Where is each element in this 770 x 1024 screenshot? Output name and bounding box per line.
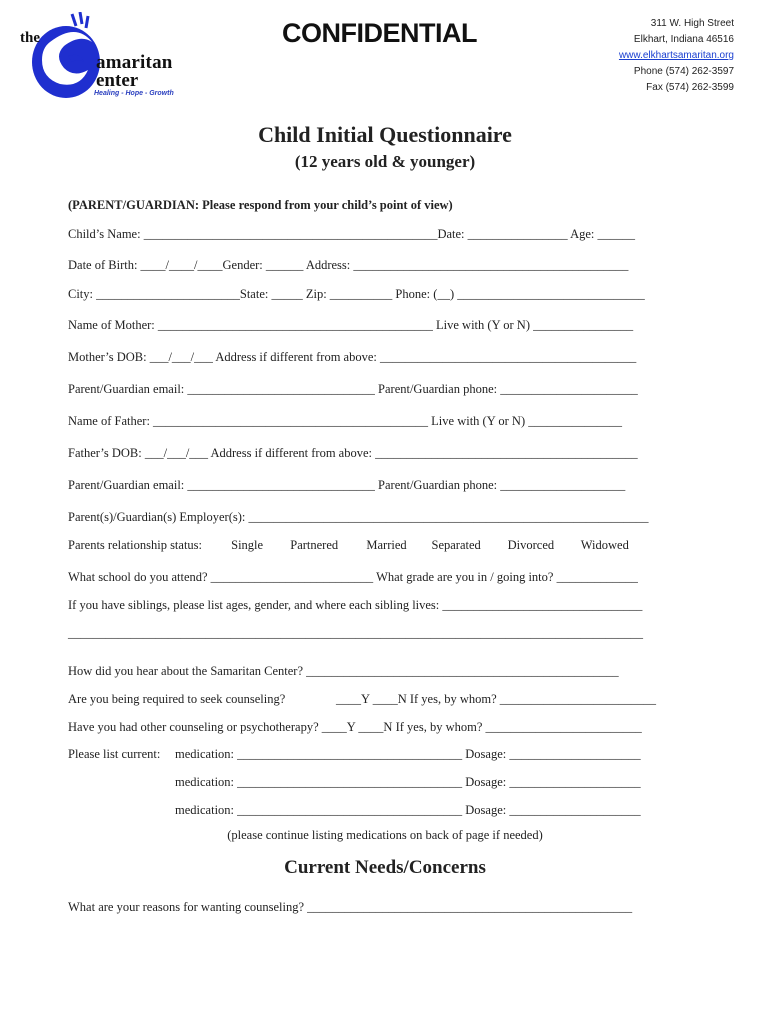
medication-row-1: [68, 747, 641, 762]
birth-gender-address-field[interactable]: Date of Birth: ____/____/____Gender: ______ Address: ____________________________________________: [68, 258, 629, 272]
reasons-field[interactable]: What are your reasons for wanting counseling? ____________________________________________________: [68, 900, 633, 914]
school-grade-field[interactable]: What school do you attend? __________________________ What grade are you in / going into? _____________: [68, 570, 638, 584]
logo-text-the: the: [20, 30, 40, 46]
contact-phone: Phone (574) 262-3597: [633, 66, 734, 77]
siblings-field[interactable]: If you have siblings, please list ages, gender, and where each sibling lives: ________________________________: [68, 598, 643, 612]
contact-fax: Fax (574) 262-3599: [646, 82, 734, 93]
contact-city: Elkhart, Indiana 46516: [633, 34, 734, 45]
guardian-email-phone-field-1[interactable]: Parent/Guardian email: ______________________________ Parent/Guardian phone: ______________________: [68, 382, 638, 396]
employers-field[interactable]: Parent(s)/Guardian(s) Employer(s): ________________________________________________________________: [68, 510, 649, 524]
guardian-email-phone-field-2[interactable]: Parent/Guardian email: ______________________________ Parent/Guardian phone: ____________________: [68, 478, 626, 492]
relationship-option-divorced[interactable]: Divorced: [507, 538, 555, 552]
website-link[interactable]: www.elkhartsamaritan.org: [618, 50, 734, 61]
samaritan-center-logo: [16, 12, 196, 104]
medication-field-3[interactable]: medication: ____________________________________ Dosage: _____________________: [175, 803, 641, 817]
instruction-text: (PARENT/GUARDIAN: Please respond from your child’s point of view): [68, 198, 453, 212]
relationship-option-married[interactable]: Married: [366, 538, 407, 552]
required-counseling-row: [68, 692, 656, 707]
city-state-zip-phone-field[interactable]: City: _______________________State: _____ Zip: __________ Phone: (__) ______________________________: [68, 287, 645, 301]
relationship-status-label: Parents relationship status:: [68, 538, 203, 552]
medication-field-2[interactable]: medication: ____________________________________ Dosage: _____________________: [175, 775, 641, 789]
relationship-option-single[interactable]: Single: [231, 538, 264, 552]
required-counseling-answer[interactable]: ____Y ____N If yes, by whom? _________________________: [336, 692, 657, 706]
father-name-field[interactable]: Name of Father: ____________________________________________ Live with (Y or N) _______________: [68, 414, 622, 428]
hear-about-field[interactable]: How did you hear about the Samaritan Center? __________________________________________________: [68, 664, 619, 678]
relationship-option-partnered[interactable]: Partnered: [290, 538, 339, 552]
logo-text-enter: enter: [96, 70, 139, 91]
logo-tagline: Healing - Hope - Growth: [94, 90, 174, 97]
contact-address: 311 W. High Street: [650, 18, 734, 29]
contact-block: [619, 16, 734, 96]
required-counseling-question: Are you being required to seek counseling?: [68, 692, 286, 706]
page-subtitle: (12 years old & younger): [294, 152, 476, 171]
relationship-option-separated[interactable]: Separated: [431, 538, 481, 552]
page-title: Child Initial Questionnaire: [258, 122, 512, 147]
father-dob-field[interactable]: Father’s DOB: ___/___/___ Address if different from above: __________________________________________: [68, 446, 638, 460]
relationship-status-row: [68, 538, 629, 553]
medication-field-1[interactable]: medication: ____________________________________ Dosage: _____________________: [175, 747, 641, 761]
logo-text-amaritan: amaritan: [96, 52, 173, 73]
relationship-option-widowed[interactable]: Widowed: [580, 538, 629, 552]
section-heading-current-needs: Current Needs/Concerns: [284, 857, 486, 878]
mother-name-field[interactable]: Name of Mother: ____________________________________________ Live with (Y or N) ________________: [68, 318, 634, 332]
medication-footnote: (please continue listing medications on back of page if needed): [227, 828, 543, 842]
child-name-field[interactable]: Child’s Name: _______________________________________________Date: ________________ Age: ______: [68, 227, 635, 241]
confidential-label: CONFIDENTIAL: [282, 18, 477, 48]
other-counseling-field[interactable]: Have you had other counseling or psychotherapy? ____Y ____N If yes, by whom? _________________________: [68, 720, 642, 734]
mother-dob-field[interactable]: Mother’s DOB: ___/___/___ Address if different from above: _________________________________________: [68, 350, 637, 364]
siblings-continuation-field[interactable]: ____________________________________________________________________________________________: [68, 626, 643, 640]
medication-label: Please list current:: [68, 747, 161, 761]
